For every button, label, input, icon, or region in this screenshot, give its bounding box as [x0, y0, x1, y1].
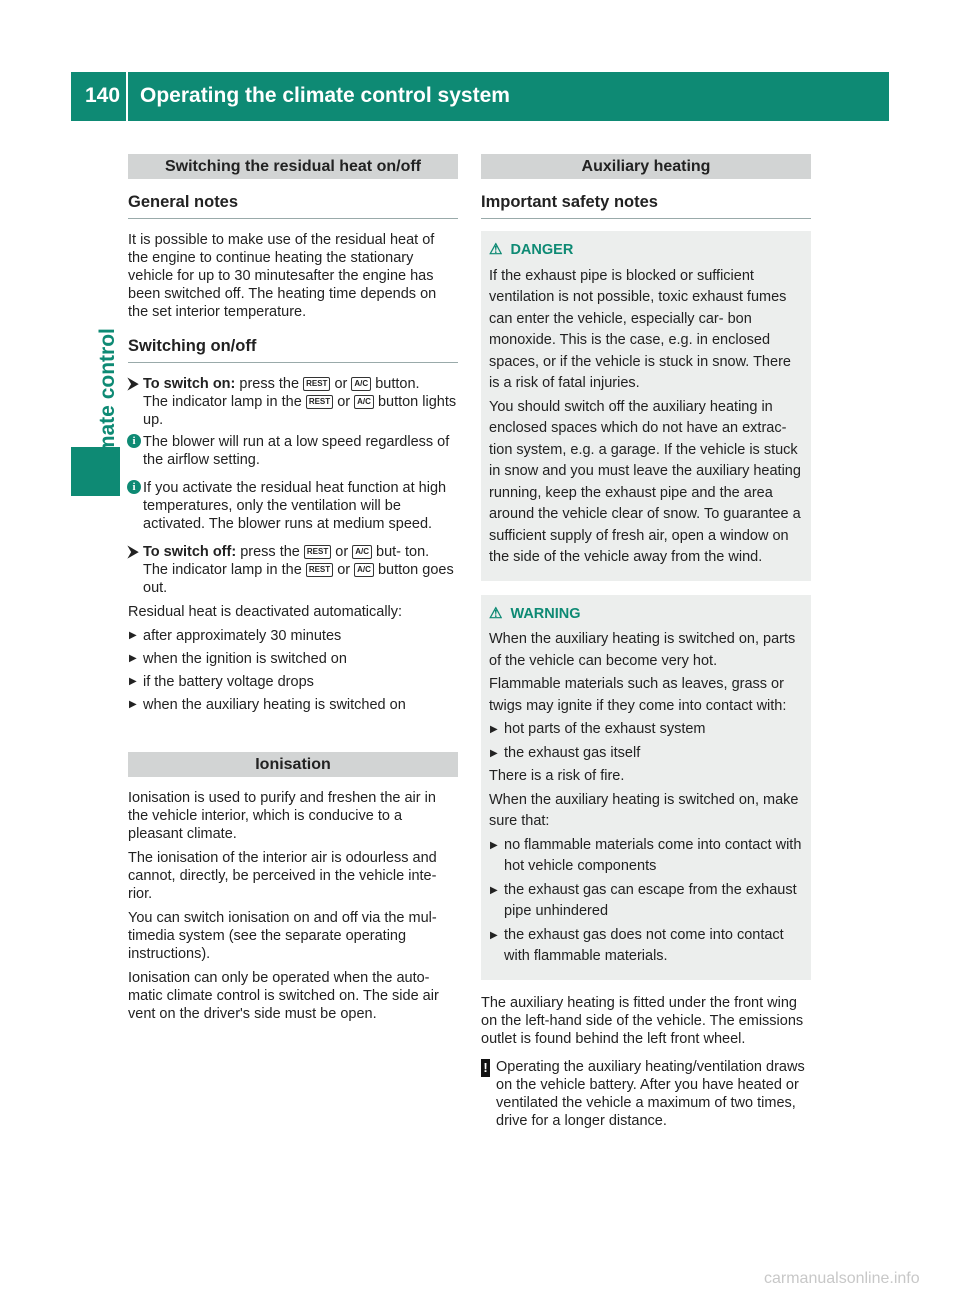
bullet-icon: ▶ [490, 929, 498, 941]
bullet-icon: ▶ [490, 839, 498, 851]
list-item: ▶ when the ignition is switched on [129, 651, 347, 667]
ionisation-paragraph: Ionisation is used to purify and freshen the air in the vehicle interior, which is conducive to a pleasant climate. [128, 790, 436, 842]
danger-box [481, 231, 811, 581]
list-item: ▶ the exhaust gas can escape from the exhaust pipe unhindered [490, 881, 797, 919]
safety-notes-heading: Important safety notes [481, 179, 811, 219]
ionisation-paragraph: You can switch ionisation on and off via the mul- timedia system (see the separate operating instructions). [128, 910, 437, 962]
rest-button-icon: REST [306, 563, 333, 577]
bullet-icon: ▶ [129, 653, 137, 664]
section-heading-ionisation: Ionisation [128, 752, 458, 777]
exclamation-icon: ! [481, 1059, 490, 1077]
fitted-location-text: The auxiliary heating is fitted under the front wing on the left-hand side of the vehicle. The emissions outlet is found behind the left front wheel. [481, 994, 804, 1047]
general-notes-heading: General notes [128, 179, 458, 219]
page-number: 140 [85, 84, 121, 107]
info-icon: i [127, 434, 141, 448]
step-arrow-icon: ⮞ [128, 544, 139, 560]
warning-triangle-icon: ⚠ [489, 604, 503, 622]
switching-heading: Switching on/off [128, 327, 458, 363]
ac-button-icon: A/C [354, 563, 374, 577]
warning-paragraph: When the auxiliary heating is switched on, make sure that: [489, 791, 799, 829]
danger-title: ⚠ DANGER [489, 239, 803, 262]
section-heading-auxiliary: Auxiliary heating [481, 154, 811, 179]
warning-triangle-icon: ⚠ [489, 241, 503, 258]
bullet-icon: ▶ [490, 724, 498, 735]
watermark: carmanualsonline.info [764, 1270, 920, 1287]
info-icon: i [127, 480, 141, 494]
rest-button-icon: REST [304, 545, 331, 559]
list-item: ▶ hot parts of the exhaust system [489, 719, 803, 741]
step-switch-off: ⮞ To switch off: press the REST or A/C but- ton. The indicator lamp in the REST or A/C button goes out. [128, 544, 454, 596]
warning-paragraph: When the auxiliary heating is switched on, parts of the vehicle can become very hot. [489, 631, 796, 669]
left-column [128, 154, 458, 1029]
info-note-2: i If you activate the residual heat function at high temperatures, only the ventilation will be activated. The blower runs at medium speed. [128, 479, 458, 533]
battery-note: ! Operating the auxiliary heating/ventilation draws on the vehicle battery. After you have heated or ventilated the vehicle a maximum of two times, drive for a longer distance. [481, 1058, 811, 1130]
step-switch-on: ⮞ To switch on: press the REST or A/C button. The indicator lamp in the REST or A/C button lights up. [128, 376, 457, 428]
danger-paragraph: You should switch off the auxiliary heating in enclosed spaces which do not have an extrac- tion system, e.g. a garage. If the vehicle is stuck in snow and you must leave the auxiliary heating running, keep the exhaust pipe and the area around the vehicle clear of snow. To guarantee a sufficient supply of fresh air, open a window on the side of the vehicle away from the wind. [489, 398, 801, 565]
bullet-icon: ▶ [129, 630, 137, 641]
list-item: ▶ the exhaust gas itself [489, 743, 803, 765]
ac-button-icon: A/C [351, 377, 371, 391]
bullet-icon: ▶ [490, 884, 498, 896]
warning-title: ⚠ WARNING [489, 603, 803, 626]
warning-paragraph: Flammable materials such as leaves, grass or twigs may ignite if they come into contact with: [489, 676, 787, 714]
ac-button-icon: A/C [354, 395, 374, 409]
auto-deactivated-text: Residual heat is deactivated automatically: [128, 604, 403, 620]
list-item: ▶ if the battery voltage drops [129, 674, 314, 690]
warning-box [481, 595, 811, 980]
chapter-title: Operating the climate control system [140, 84, 510, 107]
bullet-icon: ▶ [129, 676, 137, 687]
ac-button-icon: A/C [352, 545, 372, 559]
ionisation-paragraph: The ionisation of the interior air is odourless and cannot, directly, be perceived in the vehicle inte- rior. [128, 850, 437, 902]
side-tab-label: Climate control [96, 328, 119, 481]
rest-button-icon: REST [303, 377, 330, 391]
ionisation-paragraph: Ionisation can only be operated when the auto- matic climate control is switched on. The side air vent on the driver's side must be open. [128, 970, 439, 1022]
header-divider [126, 72, 128, 121]
right-column [481, 154, 811, 1140]
list-item: ▶ the exhaust gas does not come into contact with flammable materials. [490, 926, 784, 964]
bullet-icon: ▶ [129, 699, 137, 710]
warning-paragraph: There is a risk of fire. [489, 768, 625, 784]
info-note-1: i The blower will run at a low speed regardless of the airflow setting. [128, 433, 458, 469]
bullet-icon: ▶ [490, 747, 498, 759]
step-arrow-icon: ⮞ [128, 376, 139, 392]
rest-button-icon: REST [306, 395, 333, 409]
step-label: To switch off: [143, 544, 237, 560]
section-heading-residual: Switching the residual heat on/off [128, 154, 458, 179]
step-label: To switch on: [143, 376, 236, 392]
list-item: ▶ when the auxiliary heating is switched on [129, 697, 406, 713]
list-item: ▶ after approximately 30 minutes [129, 628, 342, 644]
list-item: ▶ no flammable materials come into contact with hot vehicle components [490, 836, 802, 874]
danger-paragraph: If the exhaust pipe is blocked or sufficient ventilation is not possible, toxic exhaust fumes can enter the vehicle, especially car- bon monoxide. This is the case, e.g. in enclosed spaces, or if the vehicle is stuck in snow. There is a risk of fatal injuries. [489, 267, 791, 391]
general-notes-text: It is possible to make use of the residual heat of the engine to continue heating the stationary vehicle for up to 30 minutesafter the engine has been switched off. The heating time depends on the set interior temperature. [128, 232, 437, 320]
